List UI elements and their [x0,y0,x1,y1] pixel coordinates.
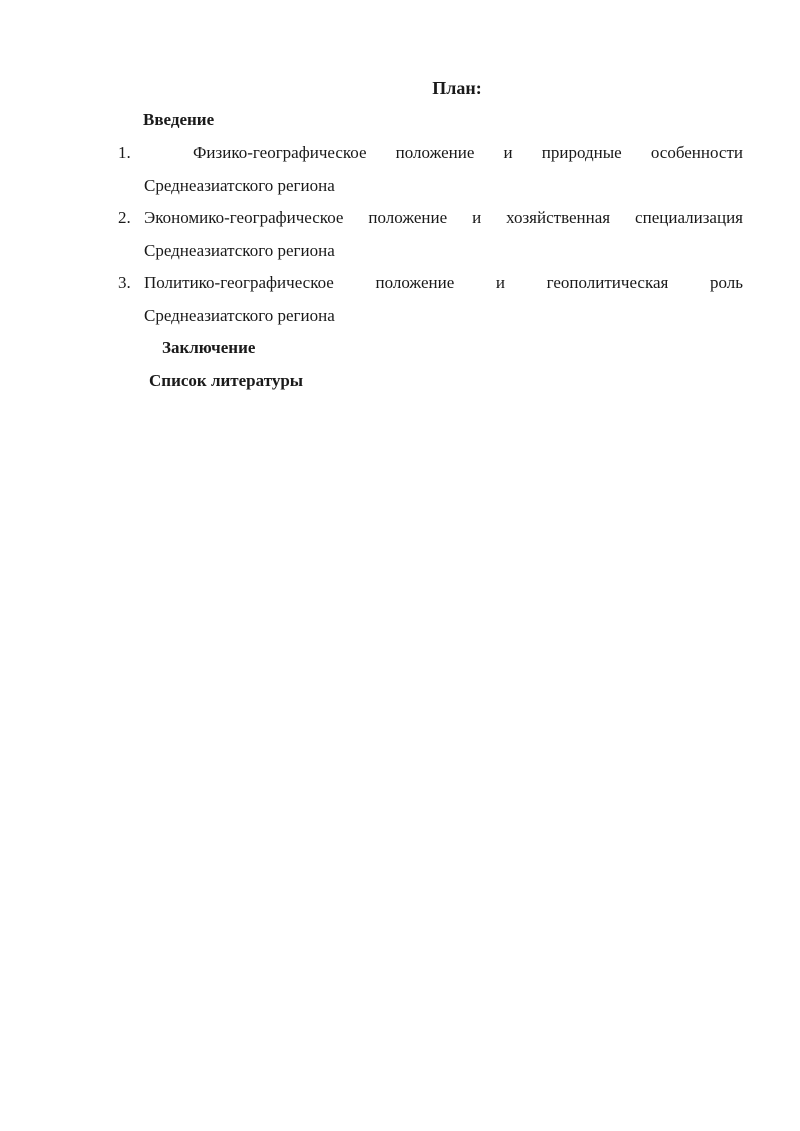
page-title: План: [432,78,482,98]
list-item-line: Политико-географическое положение и геополитическая роль [144,273,743,292]
list-item-number: 1. [118,143,131,162]
list-item-line: Экономико-географическое положение и хозяйственная специализация [144,208,743,227]
list-item-line: Физико-географическое положение и природные особенности [193,143,743,162]
list-item-number: 2. [118,208,131,227]
list-item-line: Среднеазиатского региона [144,240,335,260]
list-item-line: Среднеазиатского региона [144,305,335,325]
list-item [118,202,743,267]
list-item [118,137,743,202]
list-item-text [144,202,743,267]
list-item [118,267,743,332]
list-item-text [144,267,743,332]
list-item-line: Среднеазиатского региона [144,175,335,195]
list-item-text [144,137,743,202]
introduction-heading: Введение [143,110,215,129]
conclusion-heading: Заключение [162,338,256,357]
bibliography-heading: Список литературы [149,371,304,390]
list-item-number: 3. [118,273,131,292]
